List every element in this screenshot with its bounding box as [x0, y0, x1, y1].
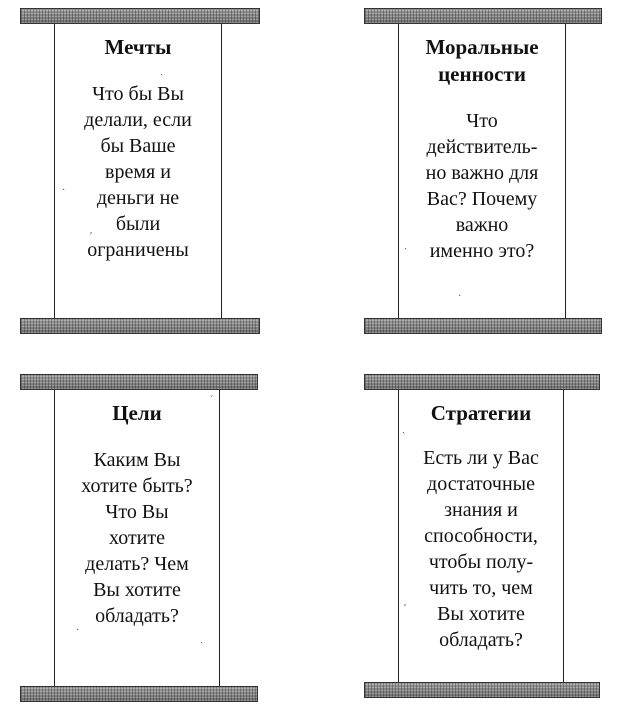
- card-line: Что: [466, 110, 498, 132]
- card-line: Вас? Почему: [426, 188, 538, 210]
- card-line: Вы хотите: [437, 603, 525, 625]
- card-line: были: [115, 213, 161, 235]
- card-line: делали, если: [84, 109, 192, 131]
- card-dreams: [20, 8, 260, 334]
- card-line: хотите: [108, 527, 166, 549]
- card-line: достаточные: [427, 473, 535, 495]
- card-panel: [54, 390, 220, 686]
- card-panel: [54, 24, 222, 318]
- card-strategies: [364, 374, 600, 698]
- card-line: обладать?: [439, 629, 523, 651]
- card-line: знания и: [444, 499, 518, 521]
- scroll-bottom-bar: [364, 318, 602, 334]
- scroll-bottom-bar: [20, 318, 260, 334]
- card-line: Есть ли у Вас: [423, 447, 539, 469]
- scan-speck: ·: [76, 625, 80, 636]
- scroll-top-bar: [20, 8, 260, 24]
- card-line: чить то, чем: [429, 577, 533, 599]
- card-title-line: ценности: [438, 62, 526, 86]
- card-title: Мечты: [104, 35, 172, 59]
- card-body: [399, 108, 565, 264]
- card-moral-values: [364, 8, 602, 334]
- scroll-bottom-bar: [364, 682, 600, 698]
- scan-speck: ˏ: [404, 239, 408, 250]
- card-panel: [398, 390, 564, 682]
- card-line: обладать?: [95, 605, 179, 627]
- card-line: деньги не: [96, 187, 180, 209]
- card-line: чтобы полу-: [428, 551, 534, 573]
- card-title-line: Моральные: [425, 35, 539, 59]
- scan-speck: ·: [62, 185, 66, 196]
- card-title: [399, 34, 565, 88]
- card-line: бы Ваше: [100, 135, 176, 157]
- scan-speck: ·: [458, 291, 462, 302]
- card-line: действитель-: [426, 136, 538, 158]
- scroll-top-bar: [364, 374, 600, 390]
- card-line: Вы хотите: [93, 579, 181, 601]
- card-title: Цели: [112, 401, 162, 425]
- scan-speck: ˏ: [200, 633, 204, 644]
- card-line: хотите быть?: [81, 475, 193, 497]
- card-line: Каким Вы: [93, 449, 181, 471]
- scan-speck: ˊ: [210, 395, 214, 406]
- scan-speck: ʹ: [404, 603, 407, 614]
- card-line: способности,: [424, 525, 538, 547]
- card-line: Что Вы: [105, 501, 169, 523]
- card-body: [55, 447, 219, 629]
- card-title: Стратегии: [430, 401, 532, 425]
- scan-speck: ˎ: [402, 423, 406, 434]
- card-line: но важно для: [425, 162, 539, 184]
- card-line: Что бы Вы: [92, 83, 184, 105]
- card-line: время и: [105, 161, 171, 183]
- scroll-top-bar: [364, 8, 602, 24]
- scan-speck: ˎ: [160, 65, 164, 76]
- card-line: именно это?: [429, 240, 535, 262]
- scroll-bottom-bar: [20, 686, 258, 702]
- card-line: ограничены: [87, 239, 189, 261]
- scroll-top-bar: [20, 374, 258, 390]
- card-line: важно: [455, 214, 509, 236]
- card-line: делать? Чем: [85, 553, 189, 575]
- card-panel: [398, 24, 566, 318]
- card-body: [55, 81, 221, 263]
- card-goals: [20, 374, 258, 702]
- scan-speck: ʹ: [90, 231, 93, 242]
- card-body: [399, 445, 563, 653]
